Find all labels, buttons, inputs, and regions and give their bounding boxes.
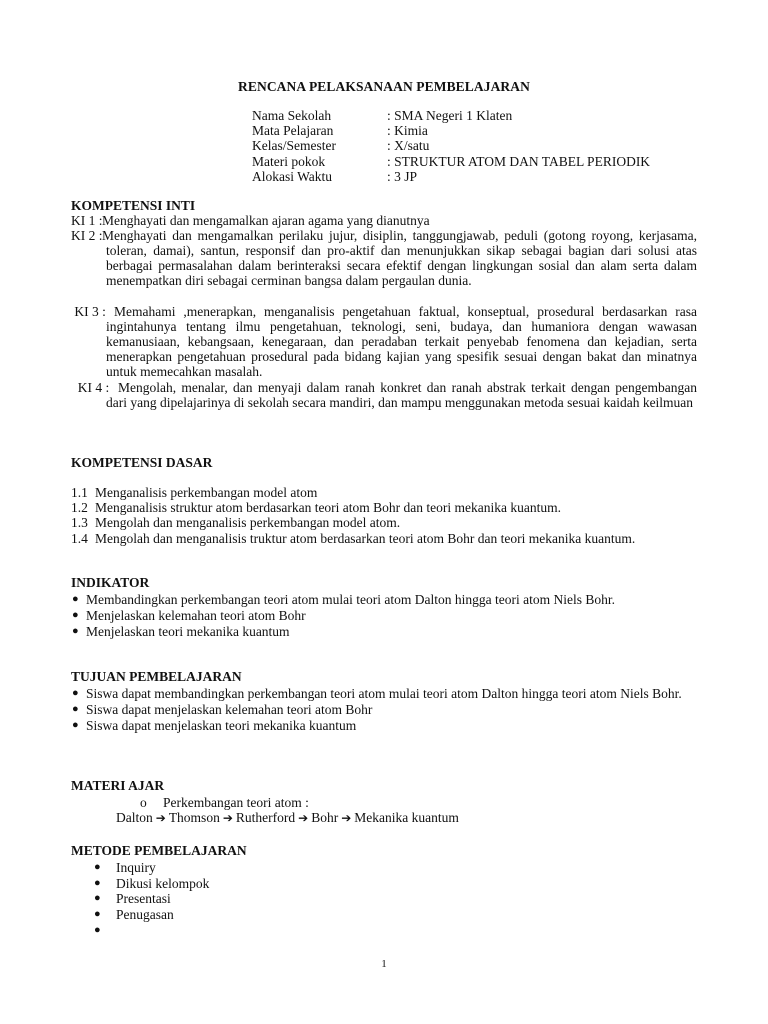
- bullet-icon: ●: [72, 687, 79, 699]
- kd-number: 1.3: [71, 515, 88, 531]
- kd-number: 1.1: [71, 485, 88, 500]
- info-label: Nama Sekolah: [252, 108, 332, 123]
- materi-sub-text: Perkembangan teori atom :: [163, 795, 309, 810]
- bullet-icon: ●: [94, 908, 101, 921]
- info-row: [252, 108, 650, 123]
- ki-label: KI 4 :: [71, 380, 110, 395]
- info-label: Kelas/Semester: [252, 138, 336, 154]
- list-item: [94, 860, 209, 876]
- info-value: : X/satu: [387, 138, 430, 154]
- indikator-text: Menjelaskan kelemahan teori atom Bohr: [86, 608, 306, 623]
- kd-number: 1.2: [71, 500, 88, 516]
- tujuan-list: [71, 686, 697, 734]
- document-title: RENCANA PELAKSANAAN PEMBELAJARAN: [238, 79, 530, 94]
- info-row: [252, 138, 650, 153]
- info-value: : 3 JP: [387, 168, 418, 184]
- list-item: [71, 531, 697, 546]
- materi-subitem: [140, 795, 309, 810]
- ki-text: Menghayati dan mengamalkan perilaku jujur, disiplin, tanggungjawab, peduli (gotong royong, kerjasama, toleran, damai), santun, responsif dan pro-aktif dan menunjukkan sikap sebagai bagian dari solusi atas berbagai permasalahan dalam berinteraksi secara efektif dengan lingkungan sosial dan alam serta dalam menempatkan diri sebagai cerminan bangsa dalam pergaulan dunia.: [102, 228, 697, 288]
- list-item: [71, 686, 697, 701]
- arrow-right-icon: ➔: [222, 811, 233, 825]
- tujuan-text: Siswa dapat membandingkan perkembangan teori atom mulai teori atom Dalton hingga teori atom Niels Bohr.: [86, 686, 682, 701]
- list-item: [71, 608, 697, 624]
- kd-text: Menganalisis perkembangan model atom: [95, 485, 318, 500]
- metode-text: Inquiry: [116, 860, 156, 875]
- ki-item: [71, 380, 697, 410]
- metode-list: [94, 860, 209, 938]
- page-number: 1: [381, 958, 387, 970]
- kompetensi-inti-heading: KOMPETENSI INTI: [71, 198, 196, 213]
- chain-item: Dalton: [116, 810, 153, 825]
- list-item: [94, 923, 209, 939]
- metode-text: Presentasi: [116, 891, 171, 907]
- arrow-right-icon: ➔: [341, 811, 352, 825]
- kompetensi-dasar-list: [71, 485, 697, 546]
- ki-label: KI 1 :: [71, 213, 103, 228]
- list-item: [71, 500, 697, 515]
- bullet-icon: ●: [72, 703, 79, 715]
- bullet-icon: ●: [72, 609, 79, 621]
- list-item: [94, 907, 209, 923]
- list-item: [94, 876, 209, 892]
- metode-text: Penugasan: [116, 907, 174, 923]
- metode-heading: METODE PEMBELAJARAN: [71, 843, 247, 858]
- indikator-text: Membandingkan perkembangan teori atom mulai teori atom Dalton hingga teori atom Niels Bohr.: [86, 592, 615, 607]
- kd-text: Mengolah dan menganalisis perkembangan model atom.: [95, 515, 401, 531]
- chain-item: Rutherford: [235, 810, 296, 825]
- kd-text: Menganalisis struktur atom berdasarkan teori atom Bohr dan teori mekanika kuantum.: [95, 500, 562, 516]
- list-item: [71, 718, 697, 734]
- info-value: : STRUKTUR ATOM DAN TABEL PERIODIK: [387, 153, 651, 169]
- atom-theory-chain: [116, 810, 459, 826]
- list-item: [71, 592, 697, 608]
- bullet-icon: ●: [94, 923, 101, 936]
- ki-item: [71, 213, 697, 228]
- list-item: [71, 702, 697, 718]
- list-item: [94, 891, 209, 907]
- info-label: Mata Pelajaran: [252, 123, 334, 139]
- info-value: : SMA Negeri 1 Klaten: [387, 108, 513, 123]
- tujuan-heading: TUJUAN PEMBELAJARAN: [71, 669, 242, 684]
- kd-number: 1.4: [71, 530, 88, 546]
- ki-text: Memahami ,menerapkan, menganalisis pengetahuan faktual, konseptual, prosedural berdasarkan rasa ingintahunya tentang ilmu pengetahuan, teknologi, seni, budaya, dan humaniora dengan wawasan kemanusiaan, kebangsaan, kenegaraan, dan peradaban terkait penyebab fenomena dan kejadian, serta menerapkan pengetahuan prosedural pada bidang kajian yang spesifik sesuai dengan bakat dan minatnya untuk memecahkan masalah.: [106, 304, 697, 379]
- circle-bullet-icon: o: [140, 795, 147, 810]
- indikator-text: Menjelaskan teori mekanika kuantum: [86, 624, 290, 639]
- materi-heading: MATERI AJAR: [71, 778, 165, 793]
- ki-text: Menghayati dan mengamalkan ajaran agama yang dianutnya: [102, 213, 430, 228]
- info-label: Alokasi Waktu: [252, 168, 333, 184]
- ki-item: [71, 228, 697, 288]
- info-row: [252, 154, 650, 169]
- bullet-icon: ●: [94, 861, 101, 873]
- indikator-heading: INDIKATOR: [71, 575, 150, 590]
- chain-item: Thomson: [168, 810, 220, 825]
- bullet-icon: ●: [72, 625, 79, 637]
- tujuan-text: Siswa dapat menjelaskan kelemahan teori atom Bohr: [86, 702, 373, 717]
- list-item: [71, 515, 697, 530]
- list-item: [71, 485, 697, 500]
- bullet-icon: ●: [72, 719, 79, 731]
- arrow-right-icon: ➔: [155, 811, 166, 825]
- info-value: : Kimia: [387, 123, 428, 139]
- bullet-icon: ●: [94, 876, 101, 889]
- chain-item: Mekanika kuantum: [354, 810, 459, 825]
- chain-item: Bohr: [311, 810, 339, 825]
- kompetensi-dasar-heading: KOMPETENSI DASAR: [71, 455, 213, 470]
- tujuan-text: Siswa dapat menjelaskan teori mekanika kuantum: [86, 718, 357, 733]
- bullet-icon: ●: [72, 593, 79, 605]
- ki-label: KI 3 :: [71, 304, 106, 319]
- indikator-list: [71, 592, 697, 640]
- info-label: Materi pokok: [252, 153, 326, 169]
- info-row: [252, 123, 650, 138]
- ki-item: [71, 304, 697, 379]
- info-table: [252, 108, 650, 184]
- ki-label: KI 2 :: [71, 228, 103, 243]
- kd-text: Mengolah dan menganalisis truktur atom berdasarkan teori atom Bohr dan teori mekanika kuantum.: [95, 530, 636, 546]
- metode-text: Dikusi kelompok: [116, 875, 210, 891]
- list-item: [71, 624, 697, 640]
- info-row: [252, 169, 650, 184]
- bullet-icon: ●: [94, 892, 101, 905]
- arrow-right-icon: ➔: [298, 811, 309, 825]
- ki-text: Mengolah, menalar, dan menyaji dalam ranah konkret dan ranah abstrak terkait dengan pengembangan dari yang dipelajarinya di sekolah secara mandiri, dan mampu menggunakan metoda sesuai kaidah keilmuan: [106, 380, 697, 410]
